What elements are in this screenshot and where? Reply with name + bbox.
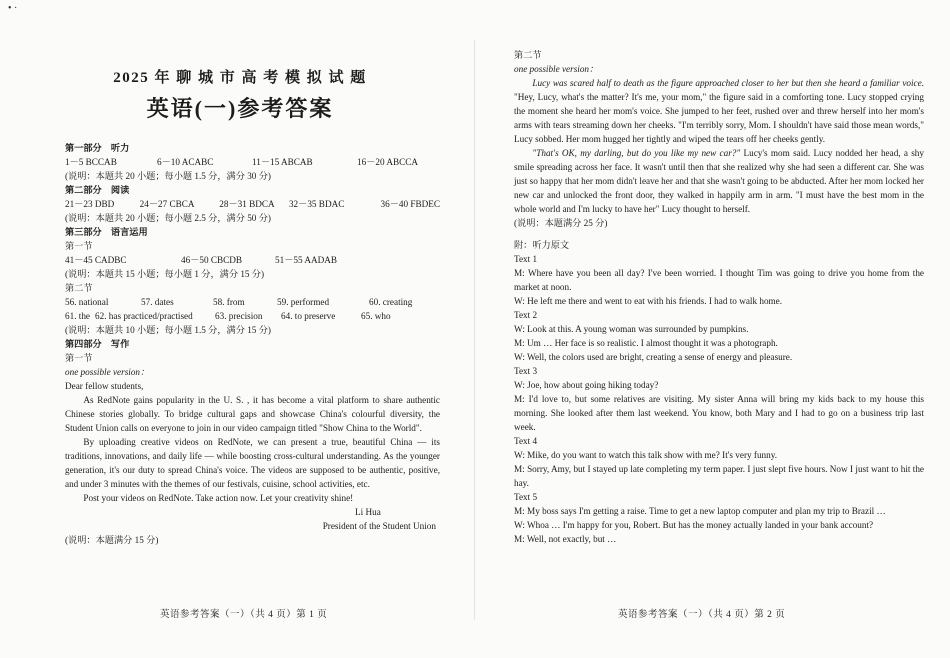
cloze-answer: 64. to preserve <box>281 311 336 321</box>
part3-heading: 第三部分 语言运用 <box>65 227 148 237</box>
cloze-answer: 60. creating <box>369 297 413 307</box>
appendix-heading: 附：听力原文 <box>514 240 570 250</box>
answer-group: 21－23 DBD <box>65 199 115 209</box>
part2-answers <box>65 197 440 211</box>
letter-paragraph: By uploading creative videos on RedNote, we can present a true, beautiful China — its traditions, innovations, and daily life — while boosting cross-cultural understanding. As the younger generation, it's our duty to spread China's voice. The videos are supposed to be authentic, positive, and under 3 minutes with the themes of our festivals, cuisine, school activities, etc. <box>65 437 440 489</box>
document-subtitle: 英语(一)参考答案 <box>146 96 334 121</box>
writing-section2-label: 第二节 <box>514 50 542 60</box>
transcript-line: W: Whoa … I'm happy for you, Robert. But has the money actually landed in your bank account? <box>514 520 874 530</box>
letter-paragraph: Post your videos on RedNote. Take action now. Let your creativity shine! <box>83 493 354 503</box>
transcript-line: M: My boss says I'm getting a raise. Time to get a new laptop computer and plan my trip to Brazil … <box>514 506 886 516</box>
version-label: one possible version： <box>65 367 150 377</box>
part4-heading: 第四部分 写作 <box>65 339 130 349</box>
page-footer: 英语参考答案（一）（共 4 页）第 1 页 <box>160 610 328 620</box>
version-label: one possible version： <box>514 64 599 74</box>
part1-heading: 第一部分 听力 <box>65 143 130 153</box>
cloze-answer: 57. dates <box>141 297 174 307</box>
cloze-answer: 63. precision <box>215 311 263 321</box>
transcript-line: W: He left me there and went to eat with his friends. I had to walk home. <box>514 296 783 306</box>
transcript-line: W: Mike, do you want to watch this talk show with me? It's very funny. <box>514 450 778 460</box>
answer-group: 46－50 CBCDB <box>181 255 243 265</box>
story-text: "Hey, Lucy, what's the matter? It's me, your mom," the figure said in a comforting tone. Lucy stopped crying the moment she heard her mom's voice. She jumped to her feet, rushed over and threw herself into her mom's arms with tears streaming down her cheeks. "I'm terribly sorry, Mom. I shouldn't have said those mean words," Lucy sobbed. Her mom hugged her tightly and wiped the tears off her cheeks gently. <box>514 92 924 144</box>
part4-note: (说明：本题满分 15 分) <box>65 535 159 545</box>
answer-key-body-continued <box>514 48 924 546</box>
page-footer: 英语参考答案（一）（共 4 页）第 2 页 <box>618 610 786 620</box>
answer-group: 11－15 ABCAB <box>252 157 313 167</box>
transcript-label: Text 1 <box>514 254 538 264</box>
answer-group: 6－10 ACABC <box>157 157 214 167</box>
cloze-answer: 58. from <box>213 297 245 307</box>
transcript-label: Text 3 <box>514 366 538 376</box>
answer-group: 1－5 BCCAB <box>65 157 117 167</box>
transcript-line: M: Sorry, Amy, but I stayed up late completing my term paper. I just slept five hours. Now I just want to hit the hay. <box>514 464 924 488</box>
letter-signature-name: Li Hua <box>355 507 381 517</box>
answer-group: 32－35 BDAC <box>288 199 345 209</box>
transcript-line: M: Um … Her face is so realistic. I almost thought it was a photograph. <box>514 338 778 348</box>
cloze-answer: 65. who <box>361 311 391 321</box>
page-1 <box>0 0 472 658</box>
writing-note: (说明：本题满分 25 分) <box>514 218 608 228</box>
part3-note2: (说明：本题共 10 小题；每小题 1.5 分，满分 15 分) <box>65 325 271 335</box>
story-text: Lucy's mom said. Lucy nodded her head, a shy smile spreading across her face. It wasn't until then that she realized why she had seen a different car. She was just so happy that her mom didn't leave her and that she wasn't going to be abducted. After her mom locked her new car and unlocked the front door, they walked in happily arm in arm. "I must have the best mom in the whole world and I'm lucky to have her" Lucy thought to herself. <box>514 148 924 214</box>
transcript-line: W: Joe, how about going hiking today? <box>514 380 659 390</box>
letter-paragraph: As RedNote gains popularity in the U. S. , it has become a vital platform to share authentic Chinese stories globally. To bridge cultural gaps and showcase China's colourful diversity, the Student Union calls on everyone to join in our video campaign titled "Show China to the World". <box>65 395 440 433</box>
answer-group: 24－27 CBCA <box>139 199 195 209</box>
story-paragraph <box>514 76 924 146</box>
transcript-line: M: Where have you been all day? I've been worried. I thought Tim was going to drive you home from the market at noon. <box>514 268 924 292</box>
transcript-line: W: Well, the colors used are bright, creating a sense of energy and pleasure. <box>514 352 793 362</box>
answer-group: 51－55 AADAB <box>275 255 338 265</box>
part1-note: (说明：本题共 20 小题；每小题 1.5 分，满分 30 分) <box>65 171 271 181</box>
cloze-answers-row1 <box>65 295 440 309</box>
page-divider <box>474 40 475 620</box>
answer-key-body <box>65 141 440 547</box>
cloze-answer: 62. has practiced/practised <box>95 311 193 321</box>
story-paragraph <box>514 146 924 216</box>
part3-section2-label: 第二节 <box>65 283 93 293</box>
part2-note: (说明：本题共 20 小题；每小题 2.5 分，满分 50 分) <box>65 213 271 223</box>
story-opening: "That's OK, my darling, but do you like my new car?" <box>532 148 741 158</box>
transcript-line: W: Look at this. A young woman was surrounded by pumpkins. <box>514 324 749 334</box>
cloze-answer: 59. performed <box>277 297 330 307</box>
part4-section1-label: 第一节 <box>65 353 93 363</box>
transcript-label: Text 5 <box>514 492 538 502</box>
answer-group: 41－45 CADBC <box>65 255 127 265</box>
answer-group: 28－31 BDCA <box>219 199 275 209</box>
scan-corner-mark: • · <box>8 3 18 14</box>
cloze-answer: 61. the <box>65 311 91 321</box>
transcript-label: Text 2 <box>514 310 538 320</box>
part2-heading: 第二部分 阅读 <box>65 185 130 195</box>
part1-answers <box>65 155 440 169</box>
transcript-label: Text 4 <box>514 436 538 446</box>
part3-note1: (说明：本题共 15 小题；每小题 1 分，满分 15 分) <box>65 269 265 279</box>
page-2 <box>478 0 950 658</box>
answer-group: 36－40 FBDEC <box>380 199 440 209</box>
answer-group: 16－20 ABCCA <box>357 157 419 167</box>
document-title: 2025 年 聊 城 市 高 考 模 拟 试 题 <box>113 70 367 86</box>
transcript-line: M: I'd love to, but some relatives are visiting. My sister Anna will bring my kids back to my house this morning. She looked after them last weekend. You know, both Mary and I had to go on a business trip last week. <box>514 394 924 432</box>
letter-greeting: Dear fellow students, <box>65 381 144 391</box>
transcript-line: M: Well, not exactly, but … <box>514 534 617 544</box>
part3-section1-label: 第一节 <box>65 241 93 251</box>
cloze-answers-row2 <box>65 309 440 323</box>
cloze-answer: 56. national <box>65 297 109 307</box>
part3-answers <box>65 253 440 267</box>
story-opening: Lucy was scared half to death as the figure approached closer to her but then she heard a familiar voice. <box>532 78 924 88</box>
letter-signature-title: President of the Student Union <box>322 521 436 531</box>
